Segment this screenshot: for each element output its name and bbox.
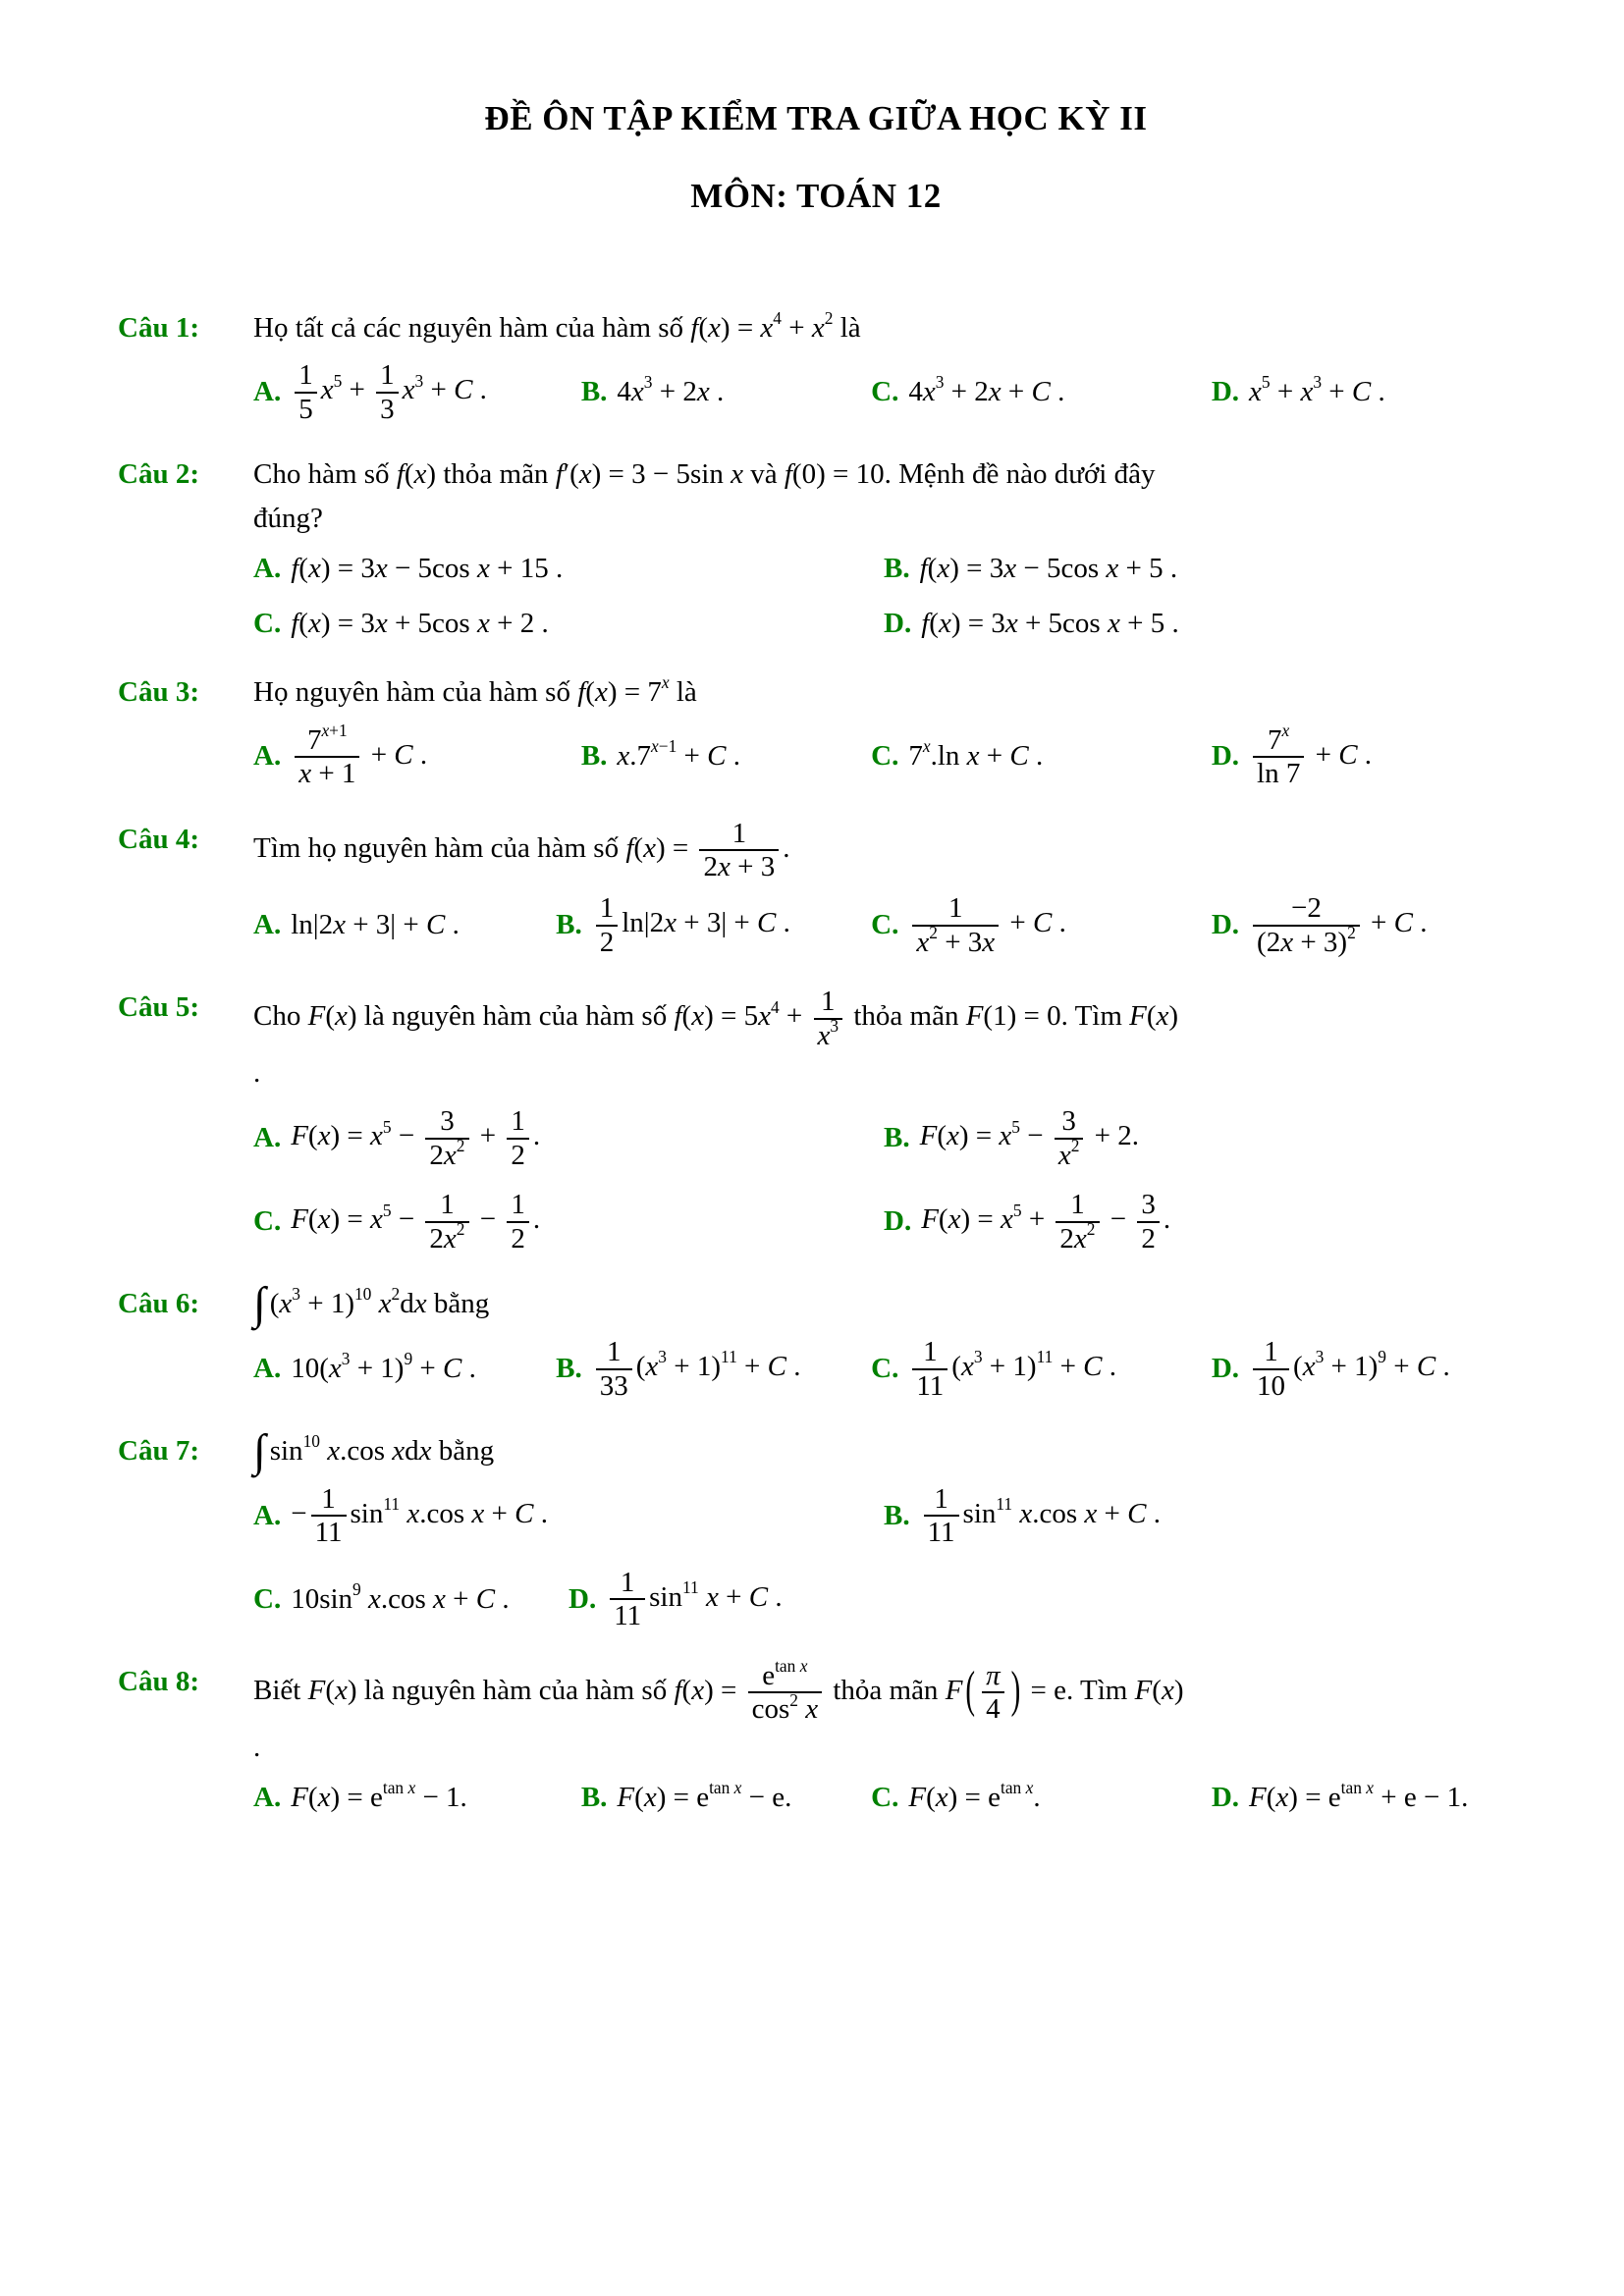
option-letter: B. [580, 740, 608, 773]
option-letter: C. [871, 1781, 899, 1813]
question-3-option-c [871, 738, 1212, 775]
question-label: Câu 1: [118, 311, 199, 344]
question-4-option-d [1212, 892, 1514, 958]
question-text: ∫ $\sin^{10} x.\cos$ xdx bằng [253, 1425, 495, 1476]
option-letter: D. [884, 1204, 912, 1237]
option-text: f(x) = 3x + 5cos x + 5 . [921, 607, 1179, 639]
option-text: $F(x) = x^5$ + $\frac{1}{2x^2}$ − $\frac{3}{2}$ . [921, 1189, 1171, 1255]
option-text: $x^5 + x^3 + C$ . [1249, 372, 1385, 408]
question-6 [118, 1278, 1514, 1402]
option-text: $\frac{1}{2}$ ln|2x + 3| + C . [592, 892, 790, 958]
question-head [118, 306, 1514, 350]
question-8-option-c [871, 1777, 1212, 1817]
question-head [118, 818, 1514, 883]
question-head [118, 1656, 1514, 1770]
question-text: Họ tất cả các nguyên hàm của hàm số $f(x) = x^4 + x^2$ là [253, 307, 861, 344]
question-3-option-a [253, 720, 581, 790]
question-1-option-a [253, 359, 581, 425]
question-8-option-b [580, 1777, 871, 1817]
question-label: Câu 2: [118, 458, 199, 491]
option-letter: C. [253, 1204, 282, 1237]
option-letter: B. [884, 553, 910, 585]
question-4-option-a [253, 907, 556, 944]
question-label: Câu 7: [118, 1435, 199, 1467]
options-list [253, 1105, 1514, 1255]
option-letter: D. [1211, 1781, 1240, 1813]
question-6-option-b [556, 1336, 871, 1402]
question-5 [118, 986, 1514, 1255]
title-block [118, 94, 1514, 222]
option-letter: C. [871, 909, 899, 941]
question-1-option-b [581, 374, 871, 411]
option-letter: A. [253, 376, 282, 408]
question-7-option-b [884, 1483, 1501, 1549]
option-text: $F(x) = x^5$ − $\frac{3}{2x^2}$ + $\frac{1}{2}$ . [291, 1105, 541, 1171]
option-text: $F(x) = e^{tan x} - 1$. [291, 1777, 467, 1813]
options-list [253, 1777, 1514, 1817]
option-letter: A. [253, 909, 282, 941]
question-8-option-d [1211, 1777, 1514, 1817]
question-5-option-a [253, 1105, 884, 1171]
question-6-option-c [871, 1336, 1212, 1402]
question-2-option-d [884, 606, 1501, 643]
option-letter: D. [568, 1582, 597, 1615]
question-5-option-b [884, 1105, 1501, 1171]
question-3 [118, 670, 1514, 790]
question-head [118, 986, 1514, 1095]
option-letter: B. [884, 1499, 910, 1531]
questions-list [118, 306, 1514, 1817]
question-6-option-a [253, 1348, 556, 1388]
question-label: Câu 5: [118, 991, 199, 1024]
question-head [118, 1278, 1514, 1329]
option-letter: A. [253, 553, 282, 585]
option-letter: D. [1211, 740, 1240, 773]
question-1-option-d [1212, 374, 1514, 411]
question-5-option-c [253, 1189, 884, 1255]
option-text: $x.7^{x-1} + C$ . [617, 736, 740, 773]
option-text: $\frac{1}{x^2 + 3x}$ + C . [908, 892, 1066, 958]
option-text: $\frac{1}{11}$ $(x^3 + 1)^{11} + C$ . [908, 1336, 1116, 1402]
question-text: Tìm họ nguyên hàm của hàm số f(x) = $\frac{1}{2x + 3}$ . [253, 817, 790, 882]
question-2-option-a [253, 551, 884, 588]
option-letter: A. [253, 1499, 282, 1531]
options-list [253, 720, 1514, 790]
option-text: $\frac{7^x}{\ln 7}$ + C . [1249, 724, 1372, 790]
option-text: $\frac{1}{33}$ $(x^3 + 1)^{11} + C$ . [592, 1336, 801, 1402]
question-6-option-d [1212, 1336, 1514, 1402]
option-letter: C. [871, 376, 899, 408]
question-7-option-d [568, 1567, 1501, 1632]
option-text: $4x^3 + 2x$ . [617, 372, 725, 408]
question-3-option-d [1211, 720, 1514, 790]
option-text: $F(x) = e^{tan x}$. [908, 1777, 1041, 1813]
option-text: $F(x) = x^5$ − $\frac{1}{2x^2}$ − $\frac{1}{2}$ . [291, 1189, 541, 1255]
question-label: Câu 4: [118, 823, 199, 855]
question-1-option-c [871, 374, 1212, 411]
option-letter: D. [1211, 1352, 1240, 1384]
option-text: f(x) = 3x − 5cos x + 15 . [291, 553, 564, 585]
exam-title: ĐỀ ÔN TẬP KIỂM TRA GIỮA HỌC KỲ II [484, 99, 1148, 137]
option-letter: A. [253, 1781, 282, 1813]
option-letter: C. [871, 1352, 899, 1384]
option-text: $4x^3 + 2x + C$ . [908, 372, 1065, 408]
option-letter: B. [580, 376, 608, 408]
option-letter: B. [884, 1121, 910, 1153]
option-letter: C. [253, 607, 282, 639]
question-text: Họ nguyên hàm của hàm số $f(x) = 7^x$ là [253, 671, 697, 708]
question-text: Cho hàm số f(x) thỏa mãn f′(x) = 3 − 5sin x và f(0) = 10. Mệnh đề nào dưới đây đúng? [253, 458, 1156, 535]
question-7-option-c [253, 1578, 568, 1619]
question-text: ∫ $(x^3 + 1)^{10}$ $x^2dx$ bằng [253, 1278, 490, 1329]
option-text: $\frac{-2}{(2x + 3)^2}$ + C . [1249, 892, 1427, 958]
question-7 [118, 1425, 1514, 1632]
question-1 [118, 306, 1514, 426]
question-text: Biết F(x) là nguyên hàm của hàm số f(x) = $\frac{e^{tan x}}{\cos^2 x}$ thỏa mãn F ( $\frac{\pi}{4}$ ) = e. Tìm F(x) . [253, 1656, 1184, 1763]
option-text: $\frac{1}{11}$ $\sin^{11} x + C$ . [606, 1567, 782, 1632]
question-4-option-c [871, 892, 1212, 958]
option-text: $10(x^3 + 1)^9 + C$ . [291, 1348, 476, 1384]
option-letter: D. [884, 607, 912, 639]
question-4-option-b [556, 892, 871, 958]
option-text: $\frac{1}{11}$ $\sin^{11} x.\cos$ x + C . [920, 1483, 1161, 1549]
option-text: $\frac{1}{10}$ $(x^3 + 1)^9 + C$ . [1249, 1336, 1450, 1402]
question-label: Câu 8: [118, 1665, 199, 1697]
question-head [118, 453, 1514, 541]
option-text: ln|2x + 3| + C . [291, 909, 460, 941]
question-head [118, 670, 1514, 715]
exam-subject: MÔN: TOÁN 12 [690, 176, 942, 215]
option-text: $F(x) = e^{tan x} - e$. [617, 1777, 792, 1813]
option-letter: A. [253, 1352, 282, 1384]
option-text: f(x) = 3x + 5cos x + 2 . [291, 607, 549, 639]
option-text: $F(x) = e^{tan x} + e - 1$. [1249, 1777, 1469, 1813]
option-text: − $\frac{1}{11}$ $\sin^{11} x.\cos$ x + C . [291, 1482, 548, 1549]
option-letter: B. [556, 1352, 582, 1384]
options-list [253, 892, 1514, 958]
question-text: Cho F(x) là nguyên hàm của hàm số $f(x) = 5x^4$ + $\frac{1}{x^3}$ thỏa mãn F(1) = 0. Tìm F(x) . [253, 986, 1179, 1090]
question-label: Câu 3: [118, 675, 199, 708]
option-letter: D. [1211, 909, 1240, 941]
options-list [253, 551, 1514, 642]
options-list [253, 359, 1514, 425]
question-8-option-a [253, 1777, 581, 1817]
option-text: 7$^x$.ln x + C . [908, 736, 1044, 773]
option-text: $10\sin^9$ x.cos x + C . [291, 1578, 510, 1615]
question-head [118, 1425, 1514, 1476]
option-letter: B. [580, 1781, 608, 1813]
option-letter: C. [253, 1582, 282, 1615]
question-2-option-c [253, 606, 884, 643]
option-letter: A. [253, 740, 282, 773]
question-2 [118, 453, 1514, 642]
question-5-option-d [884, 1189, 1501, 1255]
question-8 [118, 1656, 1514, 1817]
question-label: Câu 6: [118, 1288, 199, 1320]
question-2-option-b [884, 551, 1501, 588]
option-text: $\frac{1}{5}$ $x^5$ + $\frac{1}{3}$ $x^3 + C$ . [291, 359, 487, 425]
question-7-option-a [253, 1483, 884, 1549]
option-text: $\frac{7^{x+1}}{x + 1}$ + C . [291, 724, 427, 790]
option-text: $F(x) = x^5$ − $\frac{3}{x^2}$ + 2. [919, 1105, 1139, 1171]
option-text: f(x) = 3x − 5cos x + 5 . [919, 553, 1178, 585]
option-letter: A. [253, 1121, 282, 1153]
question-4 [118, 818, 1514, 959]
options-list [253, 1483, 1514, 1632]
question-3-option-b [581, 738, 871, 775]
option-letter: B. [556, 909, 582, 941]
option-letter: D. [1211, 376, 1240, 408]
options-list [253, 1336, 1514, 1402]
option-letter: C. [871, 740, 899, 773]
